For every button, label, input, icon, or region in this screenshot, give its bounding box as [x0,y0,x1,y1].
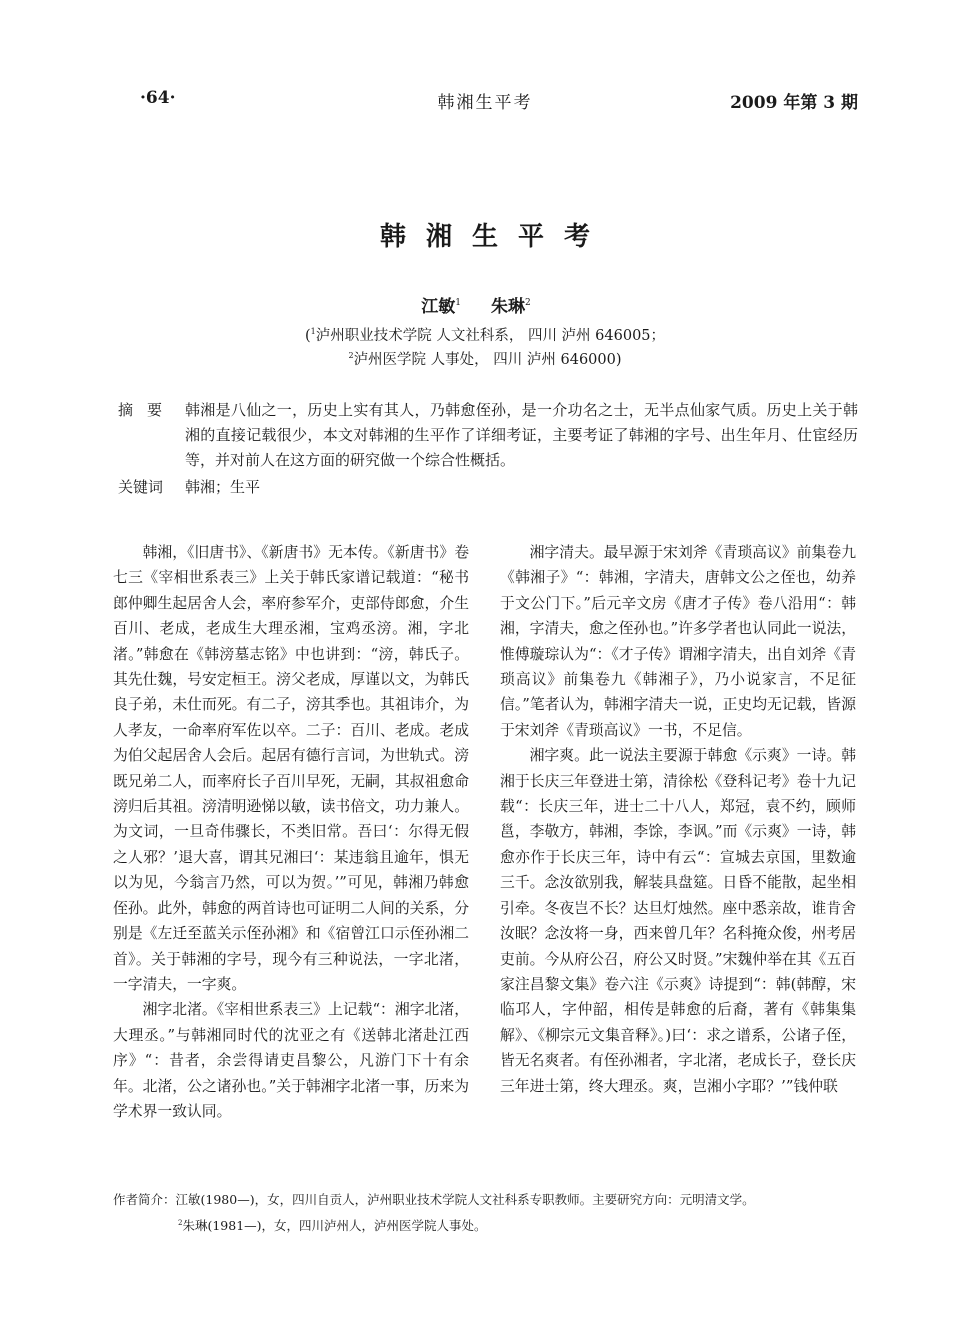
footnote-label: 作者简介： [113,1192,176,1207]
body-paragraph: 湘字爽。此一说法主要源于韩愈《示爽》一诗。韩湘于长庆三年登进士第，清徐松《登科记考》卷十九记载“：长庆三年，进士二十八人，郑冠，袁不约，顾师邕，李敬方，韩湘，李馀，李讽。”而《示爽》一诗，韩愈亦作于长庆三年，诗中有云“：宣城去京国，里数逾三千。念汝欲别我，解装具盘筵。日昏不能散，起坐相引牵。冬夜岂不长？达旦灯烛然。座中悉亲故，谁肯舍汝眠？念汝将一身，西来曾几年？名科掩众俊，州考居吏前。今从府公召，府公又时贤。”宋魏仲举在其《五百家注昌黎文集》卷六注《示爽》诗提到“：韩(韩醇，宋临邛人，字仲韶，相传是韩愈的后裔，著有《韩集集解》、《柳宗元文集音释》。)曰‘：求之谱系，公诸子侄，皆无名爽者。有侄孙湘者，字北渚，老成长子，登长庆三年进士第，终大理丞。爽，岂湘小字耶？’”钱仲联 [500,747,856,1095]
affiliation-sup: 1 [310,327,316,337]
abstract-text: 韩湘是八仙之一，历史上实有其人，乃韩愈侄孙，是一介功名之士，无半点仙家气质。历史上关于韩湘的直接记载很少，本文对韩湘的生平作了详细考证，主要考证了韩湘的字号、出生年月、仕宦经历等，并对前人在这方面的研究做一个综合性概括。 [185,401,858,469]
running-title: 韩湘生平考 [437,93,533,113]
page-header [0,88,970,116]
affiliation-text: 泸州职业技术学院 人文社科系， 四川 泸州 646005； [315,328,666,344]
body-paragraph: 湘字北渚。《宰相世系表三》上记载“：湘字北渚，大理丞。”与韩湘同时代的沈亚之有《送韩北渚赴江西序》“：昔者，余尝得请吏昌黎公，凡游门下十有余年。北渚，公之诸孙也。”关于韩湘字北渚一事，历来为学术界一致认同。 [113,1001,469,1120]
affiliation-open-paren: ( [304,328,311,344]
footnote-text: 朱琳(1981—)，女，四川泸州人，泸州医学院人事处。 [182,1218,487,1233]
author-sup: 1 [455,298,462,309]
body-paragraph: 韩湘，《旧唐书》、《新唐书》无本传。《新唐书》卷七三《宰相世系表三》上关于韩氏家谱记载道：“秘书郎仲卿生起居舍人会，率府参军介，吏部侍郎愈，介生百川、老成，老成生大理丞湘，宝鸡丞滂。湘，字北渚。”韩愈在《韩滂墓志铭》中也讲到：“滂，韩氏子。其先仕魏，号安定桓王。滂父老成，厚谨以文，为韩氏良子弟，未仕而死。有二子，滂其季也。其祖讳介，为人孝友，一命率府军佐以卒。二子：百川、老成。老成为伯父起居舍人会后。起居有德行言词，为世轨式。滂既兄弟二人，而率府长子百川早死，无嗣，其叔祖愈命滂归后其祖。滂清明逊悌以敏，读书倍文，功力兼人。为文词，一旦奇伟骤长，不类旧常。吾曰‘：尔得无假之人邪？’退大喜，谓其兄湘曰‘：某违翁且逾年，惧无以为见，今翁言乃然，可以为贺。’”可见，韩湘乃韩愈侄孙。此外，韩愈的两首诗也可证明二人间的关系，分别是《左迁至蓝关示侄孙湘》和《宿曾江口示侄孙湘二首》。关于韩湘的字号，现今有三种说法，一字北渚，一字清夫，一字爽。 [113,544,469,993]
affiliation-text: 泸州医学院 人事处， 四川 泸州 646000) [353,352,622,368]
keywords [118,476,260,497]
footnote-sup: 2 [178,1218,183,1227]
affiliation-1 [0,324,970,345]
author-sup: 2 [524,298,531,309]
footnote-text: 江敏(1980—)，女，四川自贡人，泸州职业技术学院人文社科系专职教师。主要研究方向：元明清文学。 [175,1192,755,1207]
keywords-label: 关键词 [118,478,164,496]
body-column-left [113,540,469,1124]
author-name: 朱琳 [490,297,525,317]
body-column-right [500,540,856,1099]
affiliation-sup: 2 [348,351,354,361]
author-footnote-1 [113,1190,873,1208]
author-footnote-2 [178,1216,938,1234]
author-name: 江敏 [421,297,456,317]
article-title: 韩湘生平考 [379,222,610,252]
affiliation-2 [0,348,970,369]
author-list [0,292,970,317]
journal-issue: 2009 年第 3 期 [730,93,858,113]
keywords-text: 韩湘；生平 [185,478,261,496]
abstract [118,398,858,473]
page-number: ·64· [140,88,176,108]
body-paragraph: 湘字清夫。最早源于宋刘斧《青琐高议》前集卷九《韩湘子》“：韩湘，字清夫，唐韩文公之侄也，幼养于文公门下。”后元辛文房《唐才子传》卷八沿用“：韩湘，字清夫，愈之侄孙也。”许多学者也认同此一说法，惟傅璇琮认为“：《才子传》谓湘字清夫，出自刘斧《青琐高议》前集卷九《韩湘子》，乃小说家言，不足征信。”笔者认为，韩湘字清夫一说，正史均无记载，皆源于宋刘斧《青琐高议》一书，不足信。 [500,544,856,739]
abstract-label: 摘要 [118,401,177,419]
